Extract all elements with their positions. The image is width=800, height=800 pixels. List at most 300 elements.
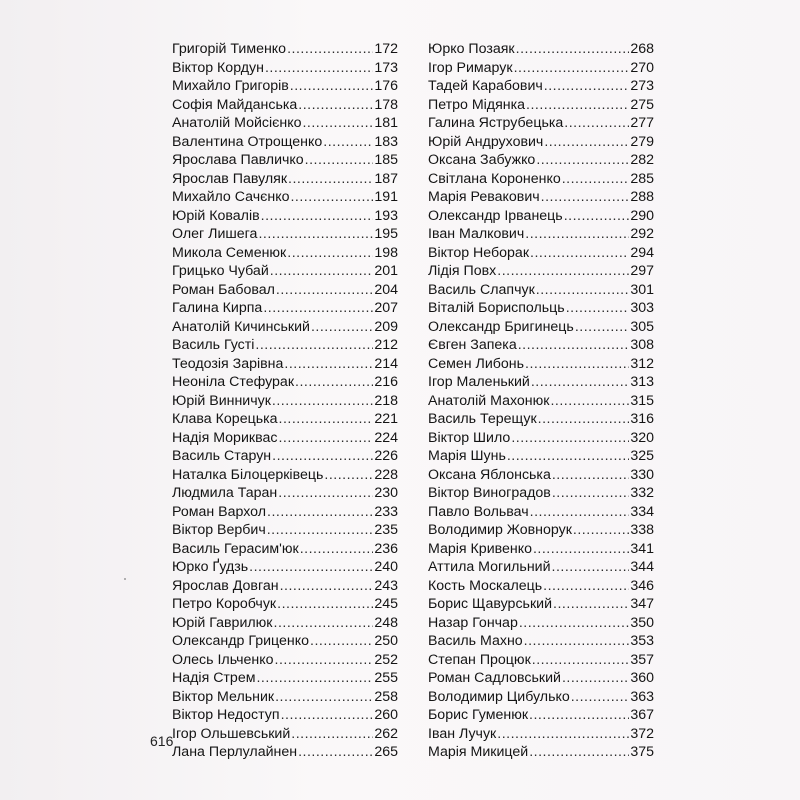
author-name: Світлана Короненко	[428, 170, 561, 187]
author-name: Юрій Ковалів	[172, 207, 260, 224]
dot-leader	[302, 114, 373, 133]
dot-leader	[300, 540, 374, 559]
toc-entry	[172, 392, 398, 411]
page-number: 616	[150, 733, 174, 749]
entry-page-number: 294	[630, 244, 654, 261]
dot-leader	[278, 484, 373, 503]
author-name: Юрко Позаяк	[428, 41, 515, 57]
toc-entry	[428, 725, 654, 744]
dot-leader	[287, 244, 373, 263]
entry-page-number: 233	[374, 503, 398, 520]
author-name: Назар Гончар	[428, 614, 518, 631]
toc-entry	[428, 299, 654, 318]
author-name: Олександр Ірванець	[428, 207, 563, 224]
toc-entry	[172, 577, 398, 596]
entry-page-number: 285	[630, 170, 654, 187]
entry-page-number: 303	[630, 300, 654, 316]
entry-page-number: 372	[630, 725, 654, 742]
author-name: Ігор Римарук	[428, 59, 513, 76]
author-name: Ярослав Павуляк	[172, 170, 288, 187]
entry-page-number: 258	[374, 688, 398, 705]
author-name: Грицько Чубай	[172, 263, 269, 279]
entry-page-number: 250	[374, 633, 398, 649]
toc-entry	[428, 447, 654, 466]
toc-entry	[172, 410, 398, 429]
entry-page-number: 288	[630, 189, 654, 205]
author-name: Тадей Карабович	[428, 78, 543, 94]
dot-leader	[323, 133, 373, 152]
entry-page-number: 252	[374, 651, 398, 668]
entry-page-number: 195	[374, 226, 398, 242]
dot-leader	[272, 392, 373, 411]
author-name: Наталка Білоцерківець	[172, 466, 324, 483]
entry-page-number: 198	[374, 244, 398, 261]
author-name: Євген Запека	[428, 337, 517, 353]
entry-page-number: 204	[374, 281, 398, 298]
toc-entry	[172, 706, 398, 725]
entry-page-number: 325	[630, 448, 654, 464]
toc-entry	[172, 318, 398, 337]
dot-leader	[544, 77, 630, 96]
dot-leader	[514, 59, 630, 78]
entry-page-number: 236	[374, 540, 398, 557]
toc-entry	[428, 244, 654, 263]
entry-page-number: 262	[374, 725, 398, 742]
entry-page-number: 297	[630, 263, 654, 279]
author-name: Іван Лучук	[428, 725, 497, 742]
entry-page-number: 240	[374, 559, 398, 575]
author-name: Оксана Яблонська	[428, 466, 551, 483]
dot-leader	[281, 706, 374, 725]
toc-entry	[428, 651, 654, 670]
dot-leader	[270, 262, 374, 281]
dot-leader	[550, 392, 629, 411]
author-name: Неоніла Стефурак	[172, 374, 295, 390]
toc-entry	[428, 59, 654, 78]
toc-entry	[172, 355, 398, 374]
toc-entry	[172, 632, 398, 651]
entry-page-number: 301	[630, 281, 654, 298]
author-name: Іван Малкович	[428, 226, 525, 242]
author-name: Олесь Ільченко	[172, 651, 274, 668]
author-name: Михайло Сачєнко	[172, 189, 290, 205]
entry-page-number: 275	[630, 96, 654, 113]
toc-entry	[428, 318, 654, 337]
entry-page-number: 181	[374, 115, 398, 131]
dot-leader	[295, 373, 373, 392]
entry-page-number: 315	[630, 392, 654, 409]
dot-leader	[507, 447, 629, 466]
author-name: Віктор Мельник	[172, 688, 275, 705]
entry-page-number: 209	[374, 318, 398, 335]
author-name: Микола Семенюк	[172, 244, 287, 261]
toc-entry	[428, 595, 654, 614]
dot-leader	[324, 466, 373, 485]
dot-leader	[287, 40, 373, 59]
dot-leader	[571, 688, 630, 707]
toc-entry	[172, 743, 398, 762]
toc-entry	[172, 725, 398, 744]
toc-entry	[428, 77, 654, 96]
toc-entry	[172, 299, 398, 318]
author-name: Степан Процюк	[428, 651, 531, 668]
entry-page-number: 334	[630, 503, 654, 520]
entry-page-number: 212	[374, 337, 398, 353]
toc-right-column	[428, 40, 654, 762]
author-name: Галина Яструбецька	[428, 115, 564, 131]
dot-leader	[298, 743, 373, 762]
entry-page-number: 290	[630, 207, 654, 224]
entry-page-number: 248	[374, 614, 398, 631]
dot-leader	[279, 410, 374, 429]
author-name: Роман Вархол	[172, 503, 267, 520]
dot-leader	[290, 188, 373, 207]
toc-entry	[428, 133, 654, 152]
toc-entry	[428, 151, 654, 170]
dot-leader	[538, 410, 630, 429]
author-name: Лана Перлулайнен	[172, 744, 298, 760]
dot-leader	[553, 595, 629, 614]
author-name: Василь Терещук	[428, 411, 537, 427]
dot-leader	[310, 632, 373, 651]
dot-leader	[530, 244, 629, 263]
author-name: Юрій Андрухович	[428, 133, 544, 150]
author-name: Семен Либонь	[428, 355, 525, 372]
entry-page-number: 360	[630, 670, 654, 686]
dot-leader	[525, 355, 629, 374]
dot-leader	[288, 170, 373, 189]
entry-page-number: 305	[630, 318, 654, 335]
entry-page-number: 255	[374, 670, 398, 686]
toc-entry	[172, 262, 398, 281]
dot-leader	[541, 188, 630, 207]
author-name: Ярослав Довган	[172, 577, 279, 594]
entry-page-number: 344	[630, 559, 654, 575]
toc-entry	[172, 40, 398, 59]
entry-page-number: 243	[374, 577, 398, 594]
author-name: Юрій Гаврилюк	[172, 614, 273, 631]
entry-page-number: 350	[630, 614, 654, 631]
dot-leader	[263, 299, 373, 318]
toc-entry	[172, 466, 398, 485]
author-name: Валентина Отрощенко	[172, 133, 323, 150]
author-name: Оксана Забужко	[428, 152, 536, 168]
toc-entry	[428, 484, 654, 503]
author-name: Григорій Тименко	[172, 41, 287, 57]
toc-entry	[172, 595, 398, 614]
toc-entry	[428, 40, 654, 59]
dot-leader	[249, 558, 373, 577]
toc-entry	[172, 225, 398, 244]
dot-leader	[564, 114, 629, 133]
author-name: Анатолій Махонюк	[428, 392, 550, 409]
entry-page-number: 292	[630, 226, 654, 242]
entry-page-number: 207	[374, 300, 398, 316]
dot-leader	[524, 632, 630, 651]
entry-page-number: 279	[630, 133, 654, 150]
author-name: Ярослава Павличко	[172, 152, 304, 168]
toc-entry	[428, 114, 654, 133]
dot-leader	[575, 318, 630, 337]
toc-entry	[428, 410, 654, 429]
toc-entry	[172, 336, 398, 355]
toc-entry	[428, 262, 654, 281]
entry-page-number: 228	[374, 466, 398, 483]
entry-page-number: 313	[630, 374, 654, 390]
toc-entry	[172, 373, 398, 392]
entry-page-number: 341	[630, 540, 654, 557]
dot-leader	[256, 669, 373, 688]
dot-leader	[497, 262, 629, 281]
entry-page-number: 183	[374, 133, 398, 150]
toc-entry	[172, 244, 398, 263]
entry-page-number: 172	[374, 41, 398, 57]
toc-entry	[172, 133, 398, 152]
entry-page-number: 230	[374, 485, 398, 501]
author-name: Ігор Маленький	[428, 374, 530, 390]
author-name: Кость Москалець	[428, 577, 543, 594]
author-name: Олександр Гриценко	[172, 633, 309, 649]
entry-page-number: 187	[374, 170, 398, 187]
dot-leader	[566, 299, 630, 318]
toc-entry	[428, 521, 654, 540]
author-name: Петро Коробчук	[172, 596, 277, 612]
author-name: Василь Густі	[172, 337, 255, 353]
author-name: Надія Стрем	[172, 670, 256, 686]
author-name: Лідія Повх	[428, 263, 497, 279]
toc-entry	[428, 225, 654, 244]
dot-leader	[530, 503, 630, 522]
author-name: Віктор Вербич	[172, 522, 266, 538]
toc-entry	[428, 466, 654, 485]
entry-page-number: 273	[630, 78, 654, 94]
author-name: Ігор Ольшевський	[172, 725, 291, 742]
dot-leader	[276, 281, 373, 300]
toc-entry	[172, 614, 398, 633]
toc-entry	[428, 355, 654, 374]
dot-leader	[536, 151, 629, 170]
dot-leader	[272, 447, 373, 466]
dot-leader	[573, 521, 629, 540]
dot-leader	[531, 373, 629, 392]
author-name: Софія Майданська	[172, 96, 298, 113]
entry-page-number: 332	[630, 485, 654, 501]
entry-page-number: 245	[374, 596, 398, 612]
toc-entry	[172, 281, 398, 300]
dot-leader	[562, 170, 630, 189]
dot-leader	[275, 651, 374, 670]
author-name: Віталій Бориспольць	[428, 300, 565, 316]
toc-entry	[428, 614, 654, 633]
dot-leader	[516, 40, 630, 59]
entry-page-number: 346	[630, 577, 654, 594]
dot-leader	[511, 429, 629, 448]
dot-leader	[552, 558, 630, 577]
toc-entry	[172, 77, 398, 96]
dot-leader	[533, 540, 629, 559]
entry-page-number: 176	[374, 78, 398, 94]
dot-leader	[544, 133, 629, 152]
toc-entry	[172, 114, 398, 133]
entry-page-number: 178	[374, 96, 398, 113]
toc-entry	[428, 669, 654, 688]
entry-page-number: 320	[630, 429, 654, 446]
toc-entry	[428, 170, 654, 189]
author-name: Віктор Шило	[428, 429, 511, 446]
toc-entry	[172, 188, 398, 207]
dot-leader	[564, 207, 630, 226]
entry-page-number: 268	[630, 41, 654, 57]
toc-entry	[428, 706, 654, 725]
dot-leader	[532, 651, 630, 670]
author-name: Михайло Григорів	[172, 78, 289, 94]
dot-leader	[265, 59, 373, 78]
dot-leader	[529, 743, 629, 762]
dot-leader	[519, 614, 629, 633]
author-name: Олександр Бригинець	[428, 318, 574, 335]
toc-entry	[428, 96, 654, 115]
toc-entry	[428, 281, 654, 300]
author-name: Василь Махно	[428, 633, 523, 649]
author-name: Віктор Кордун	[172, 59, 264, 76]
dot-leader	[290, 77, 374, 96]
author-name: Віктор Виноградов	[428, 485, 551, 501]
toc-entry	[428, 373, 654, 392]
toc-entry	[172, 59, 398, 78]
author-name: Марія Ревакович	[428, 189, 540, 205]
entry-page-number: 235	[374, 522, 398, 538]
author-name: Василь Слапчук	[428, 281, 535, 298]
dot-leader	[311, 318, 373, 337]
toc-entry	[172, 170, 398, 189]
dot-leader	[518, 336, 630, 355]
author-name: Аттила Могильний	[428, 559, 551, 575]
toc-entry	[428, 429, 654, 448]
entry-page-number: 226	[374, 448, 398, 464]
author-name: Володимир Жовнорук	[428, 522, 572, 538]
toc-entry	[428, 207, 654, 226]
toc-entry	[428, 503, 654, 522]
entry-page-number: 260	[374, 707, 398, 723]
author-name: Людмила Таран	[172, 485, 278, 501]
dot-leader	[298, 96, 373, 115]
author-name: Марія Шунь	[428, 448, 506, 464]
dot-leader	[277, 595, 373, 614]
author-name: Василь Старун	[172, 448, 272, 464]
dot-leader	[267, 521, 374, 540]
toc-entry	[172, 521, 398, 540]
entry-page-number: 265	[374, 744, 398, 760]
toc-entry	[172, 503, 398, 522]
dot-leader	[280, 577, 374, 596]
dot-leader	[258, 225, 373, 244]
dot-leader	[267, 503, 373, 522]
toc-entry	[172, 447, 398, 466]
author-name: Роман Бабовал	[172, 281, 275, 298]
toc-entry	[428, 743, 654, 762]
dot-leader	[284, 355, 373, 374]
entry-page-number: 308	[630, 337, 654, 353]
author-name: Надія Мориквас	[172, 429, 278, 446]
toc-entry	[428, 336, 654, 355]
entry-page-number: 214	[374, 355, 398, 372]
entry-page-number: 270	[630, 59, 654, 76]
entry-page-number: 282	[630, 152, 654, 168]
dot-leader	[261, 207, 374, 226]
dot-leader	[305, 151, 374, 170]
author-name: Марія Кривенко	[428, 540, 532, 557]
author-name: Олег Лишега	[172, 226, 258, 242]
entry-page-number: 330	[630, 466, 654, 483]
entry-page-number: 316	[630, 411, 654, 427]
toc-entry	[172, 96, 398, 115]
toc-left-column	[172, 40, 398, 762]
toc-entry	[428, 392, 654, 411]
entry-page-number: 201	[374, 263, 398, 279]
author-name: Юрко Ґудзь	[172, 559, 249, 575]
entry-page-number: 375	[630, 744, 654, 760]
author-name: Анатолій Кичинський	[172, 318, 310, 335]
entry-page-number: 312	[630, 355, 654, 372]
author-name: Марія Микицей	[428, 744, 529, 760]
entry-page-number: 191	[374, 189, 398, 205]
entry-page-number: 363	[630, 688, 654, 705]
author-name: Василь Герасим'юк	[172, 540, 299, 557]
author-name: Клава Корецька	[172, 411, 278, 427]
entry-page-number: 218	[374, 392, 398, 409]
dot-leader	[536, 281, 630, 300]
toc-entry	[428, 540, 654, 559]
author-name: Анатолій Мойсієнко	[172, 115, 302, 131]
dot-leader	[497, 725, 629, 744]
entry-page-number: 173	[374, 59, 398, 76]
entry-page-number: 367	[630, 707, 654, 723]
author-name: Павло Вольвач	[428, 503, 529, 520]
dot-leader	[274, 614, 374, 633]
author-name: Галина Кирпа	[172, 300, 263, 316]
entry-page-number: 216	[374, 374, 398, 390]
author-name: Петро Мідянка	[428, 96, 526, 113]
toc-entry	[172, 669, 398, 688]
toc-entry	[172, 429, 398, 448]
dot-leader	[275, 688, 373, 707]
entry-page-number: 224	[374, 429, 398, 446]
dot-leader	[552, 466, 629, 485]
entry-page-number: 221	[374, 411, 398, 427]
author-name: Борис Щавурський	[428, 596, 552, 612]
entry-page-number: 347	[630, 596, 654, 612]
dot-leader	[526, 96, 629, 115]
page-speck	[124, 578, 126, 580]
entry-page-number: 357	[630, 651, 654, 668]
toc-entry	[172, 540, 398, 559]
author-name: Борис Гуменюк	[428, 707, 529, 723]
dot-leader	[525, 225, 629, 244]
dot-leader	[278, 429, 373, 448]
author-name: Віктор Неборак	[428, 244, 530, 261]
entry-page-number: 277	[630, 115, 654, 131]
dot-leader	[543, 577, 629, 596]
dot-leader	[291, 725, 373, 744]
toc-entry	[428, 688, 654, 707]
entry-page-number: 193	[374, 207, 398, 224]
toc-entry	[172, 651, 398, 670]
toc-entry	[428, 188, 654, 207]
toc-entry	[172, 151, 398, 170]
dot-leader	[562, 669, 629, 688]
dot-leader	[529, 706, 629, 725]
entry-page-number: 353	[630, 633, 654, 649]
